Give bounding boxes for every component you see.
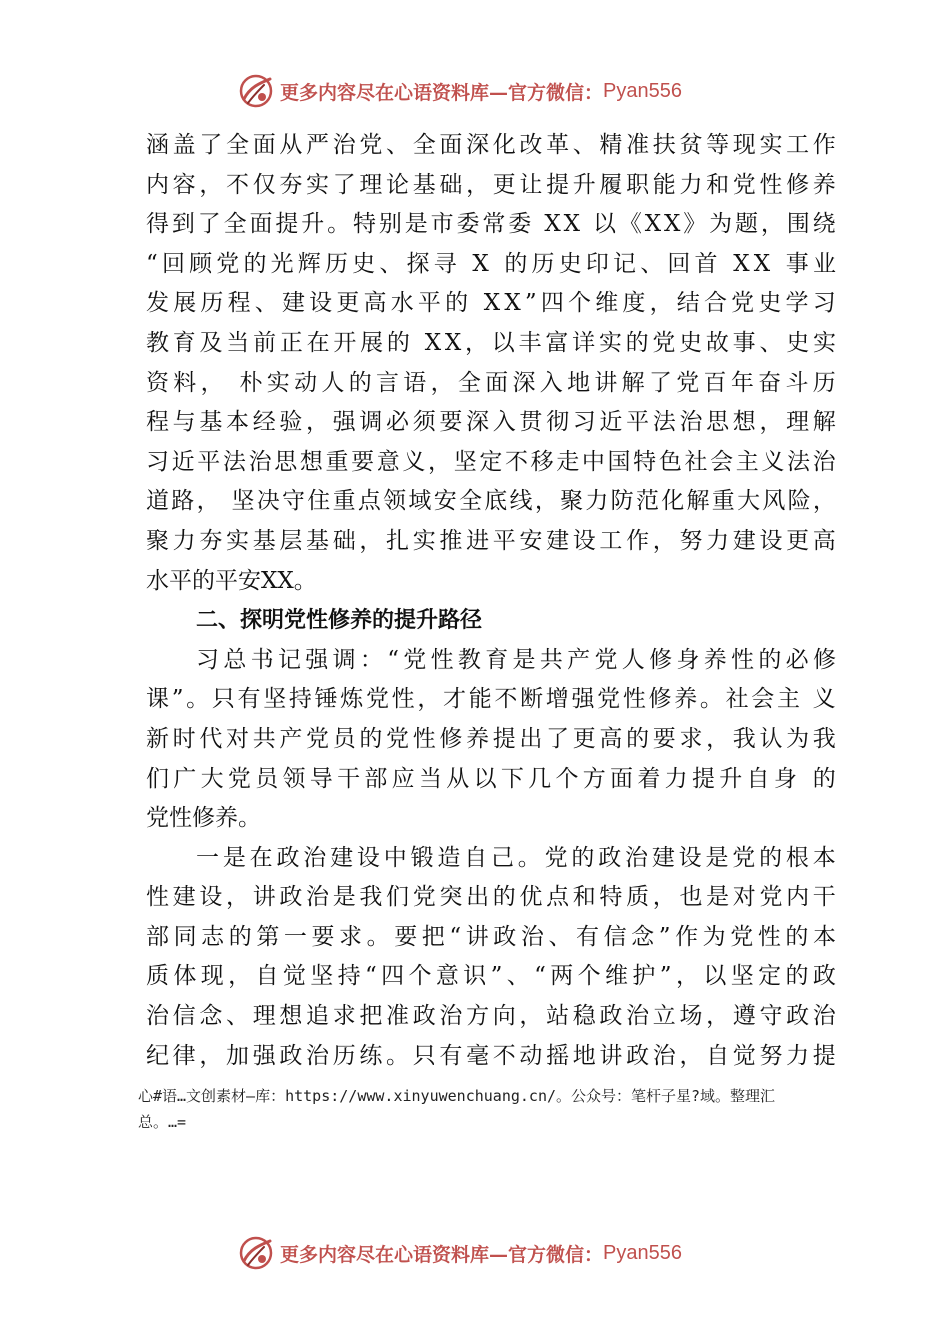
body-line: 聚 力 夯 实 基 层 基 础 ， 扎 实 推 进 平 安 建 设 工 作 ， 努 力 建 设 更 高 [146, 527, 836, 554]
body-line: 教 育 及 当 前 正 在 开 展 的 X X ， 以 丰 富 详 实 的 党 史 故 事 、 史 实 [146, 329, 836, 356]
brand-logo-icon [238, 73, 274, 109]
body-line: 质 体 现 ， 自 觉 坚 持 “ 四 个 意 识 ” 、 “ 两 个 维 护 ” ， 以 坚 定 的 政 [146, 963, 836, 990]
banner-wechat-id: Pyan556 [603, 1241, 682, 1264]
footnote-line: 心#语…文创素材—库：https://www.xinyuwenchuang.cn/。公众号：笔杆子星?域。整理汇 [138, 1087, 776, 1105]
banner-wechat-id: Pyan556 [603, 79, 682, 102]
brand-logo-icon [238, 1235, 274, 1271]
body-line: 部 同 志 的 第 一 要 求 。 要 把 “ 讲 政 治 、 有 信 念 ” 作 为 党 性 的 本 [146, 923, 836, 950]
body-line: 习 近 平 法 治 思 想 重 要 意 义 ， 坚 定 不 移 走 中 国 特 色 社 会 主 义 法 治 [146, 448, 836, 475]
body-line: 道 路 ， 坚 决 守 住 重 点 领 域 安 全 底 线 ， 聚 力 防 范 化 解 重 大 风 险 ， [146, 488, 836, 515]
section-heading: 二、探明党性修养的提升路径 [196, 608, 483, 634]
body-line: 内 容 ， 不 仅 夯 实 了 理 论 基 础 ， 更 让 提 升 履 职 能 力 和 党 性 修 养 [146, 171, 836, 198]
body-line: 发 展 历 程 、 建 设 更 高 水 平 的 X X ” 四 个 维 度 ， 结 合 党 史 学 习 [146, 290, 836, 317]
footnote-line: 总。…= [138, 1113, 187, 1131]
source-footnote [138, 1083, 838, 1135]
body-line: 涵 盖 了 全 面 从 严 治 党 、 全 面 深 化 改 革 、 精 准 扶 贫 等 现 实 工 作 [146, 132, 836, 158]
body-line: 们 广 大 党 员 领 导 干 部 应 当 从 以 下 几 个 方 面 着 力 提 升 自 身 的 [146, 765, 836, 792]
body-line: 得 到 了 全 面 提 升 。 特 别 是 市 委 常 委 X X 以 《 X X 》 为 题 ， 围 绕 [146, 211, 836, 238]
header-watermark-banner [238, 68, 738, 114]
banner-text: 更多内容尽在心语资料库—官方微信： [280, 1243, 604, 1266]
body-line: 一 是 在 政 治 建 设 中 锻 造 自 己 。 党 的 政 治 建 设 是 党 的 根 本 [196, 844, 836, 871]
body-line: 治 信 念 、 理 想 追 求 把 准 政 治 方 向 ， 站 稳 政 治 立 场 ， 遵 守 政 治 [146, 1003, 836, 1030]
footer-watermark-banner [238, 1230, 738, 1276]
body-line: 纪 律 ， 加 强 政 治 历 练 。 只 有 毫 不 动 摇 地 讲 政 治 ， 自 觉 努 力 提 [146, 1042, 836, 1069]
body-line: 水平的平安XX。 [146, 567, 317, 594]
body-line: 党性修养。 [146, 805, 261, 832]
body-line: 性 建 设 ， 讲 政 治 是 我 们 党 突 出 的 优 点 和 特 质 ， 也 是 对 党 内 干 [146, 884, 836, 911]
body-line: 课 ” 。 只 有 坚 持 锤 炼 党 性 ， 才 能 不 断 增 强 党 性 修 养 。 社 会 主 义 [146, 686, 836, 713]
banner-text: 更多内容尽在心语资料库—官方微信： [280, 81, 604, 104]
body-line: 程 与 基 本 经 验 ， 强 调 必 须 要 深 入 贯 彻 习 近 平 法 治 思 想 ， 理 解 [146, 409, 836, 436]
body-line: 新 时 代 对 共 产 党 员 的 党 性 修 养 提 出 了 更 高 的 要 求 ， 我 认 为 我 [146, 725, 836, 752]
body-line: 资 料 ， 朴 实 动 人 的 言 语 ， 全 面 深 入 地 讲 解 了 党 百 年 奋 斗 历 [146, 369, 836, 396]
body-line: 习 总 书 记 强 调 ： “ 党 性 教 育 是 共 产 党 人 修 身 养 性 的 必 修 [196, 646, 836, 673]
document-body [146, 126, 836, 1076]
body-line: “ 回 顾 党 的 光 辉 历 史 、 探 寻 X 的 历 史 印 记 、 回 首 X X 事 业 [146, 250, 836, 277]
